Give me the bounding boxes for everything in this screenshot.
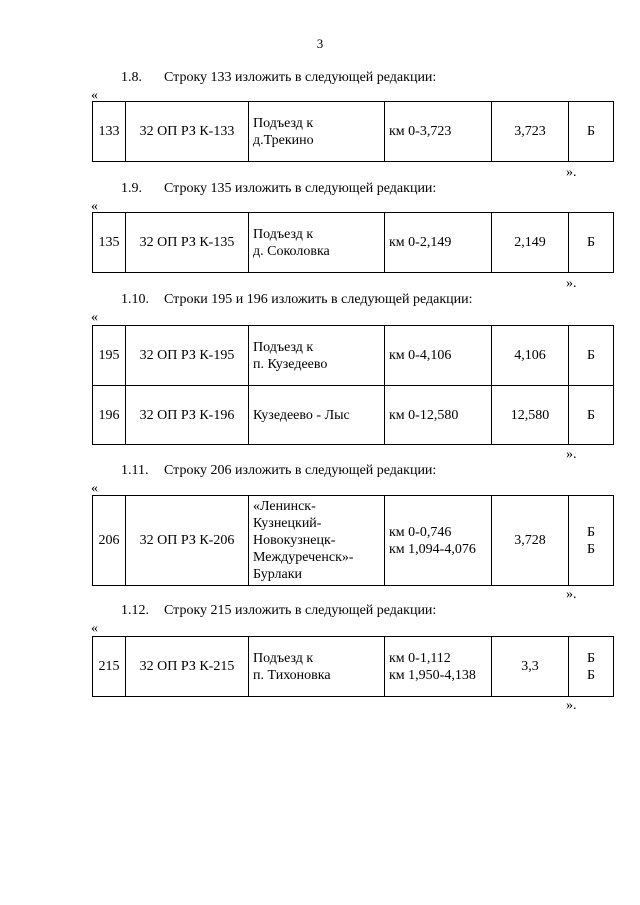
open-quote: « bbox=[91, 621, 98, 636]
open-quote: « bbox=[91, 199, 98, 214]
section-text: Строку 135 изложить в следующей редакции: bbox=[164, 181, 437, 196]
section-heading bbox=[121, 181, 436, 197]
table-row bbox=[93, 637, 614, 697]
road-length: 12,580 bbox=[492, 386, 569, 445]
road-length: 3,723 bbox=[492, 102, 569, 162]
amendment-table bbox=[92, 212, 614, 273]
road-code: 32 ОП РЗ К-215 bbox=[126, 637, 249, 697]
row-number: 215 bbox=[93, 637, 126, 697]
section-heading bbox=[121, 603, 436, 619]
road-name: Подъезд к п. Тихоновка bbox=[249, 637, 385, 697]
road-category: Б bbox=[569, 326, 614, 386]
road-length: 3,3 bbox=[492, 637, 569, 697]
table-row bbox=[93, 496, 614, 586]
road-name: Подъезд к д. Соколовка bbox=[249, 213, 385, 273]
road-name: Кузедеево - Лыс bbox=[249, 386, 385, 445]
table-row bbox=[93, 213, 614, 273]
page-number: 3 bbox=[316, 36, 324, 51]
section-heading bbox=[121, 70, 436, 86]
road-code: 32 ОП РЗ К-206 bbox=[126, 496, 249, 586]
section-number: 1.8. bbox=[121, 70, 142, 85]
amendment-table bbox=[92, 495, 614, 586]
open-quote: « bbox=[91, 88, 98, 103]
road-name: Подъезд к п. Кузедеево bbox=[249, 326, 385, 386]
section-heading bbox=[121, 292, 473, 308]
road-name: «Ленинск- Кузнецкий- Новокузнецк- Междуреченск»- Бурлаки bbox=[249, 496, 385, 586]
section-number: 1.11. bbox=[121, 463, 149, 478]
amendment-table bbox=[92, 636, 614, 697]
section-text: Строку 133 изложить в следующей редакции: bbox=[164, 70, 437, 85]
section-text: Строку 215 изложить в следующей редакции: bbox=[164, 603, 437, 618]
road-category: Б bbox=[569, 386, 614, 445]
close-quote: ». bbox=[566, 698, 577, 713]
amendment-table bbox=[92, 325, 614, 445]
open-quote: « bbox=[91, 310, 98, 325]
road-category: Б bbox=[569, 213, 614, 273]
table-row bbox=[93, 386, 614, 445]
section-text: Строку 206 изложить в следующей редакции: bbox=[164, 463, 437, 478]
km-range: км 0-3,723 bbox=[385, 102, 492, 162]
km-range: км 0-2,149 bbox=[385, 213, 492, 273]
road-length: 2,149 bbox=[492, 213, 569, 273]
row-number: 206 bbox=[93, 496, 126, 586]
amendment-table bbox=[92, 101, 614, 162]
road-category: Б Б bbox=[569, 496, 614, 586]
road-code: 32 ОП РЗ К-195 bbox=[126, 326, 249, 386]
close-quote: ». bbox=[566, 276, 577, 291]
section-number: 1.10. bbox=[121, 292, 149, 307]
km-range: км 0-1,112 км 1,950-4,138 bbox=[385, 637, 492, 697]
road-code: 32 ОП РЗ К-196 bbox=[126, 386, 249, 445]
row-number: 195 bbox=[93, 326, 126, 386]
close-quote: ». bbox=[566, 587, 577, 602]
road-name: Подъезд к д.Трекино bbox=[249, 102, 385, 162]
row-number: 135 bbox=[93, 213, 126, 273]
close-quote: ». bbox=[566, 165, 577, 180]
km-range: км 0-4,106 bbox=[385, 326, 492, 386]
section-number: 1.9. bbox=[121, 181, 142, 196]
section-heading bbox=[121, 463, 436, 479]
km-range: км 0-12,580 bbox=[385, 386, 492, 445]
road-code: 32 ОП РЗ К-133 bbox=[126, 102, 249, 162]
open-quote: « bbox=[91, 481, 98, 496]
road-category: Б Б bbox=[569, 637, 614, 697]
section-text: Строки 195 и 196 изложить в следующей редакции: bbox=[164, 292, 473, 307]
section-number: 1.12. bbox=[121, 603, 149, 618]
road-length: 4,106 bbox=[492, 326, 569, 386]
row-number: 196 bbox=[93, 386, 126, 445]
table-row bbox=[93, 326, 614, 386]
row-number: 133 bbox=[93, 102, 126, 162]
road-code: 32 ОП РЗ К-135 bbox=[126, 213, 249, 273]
table-row bbox=[93, 102, 614, 162]
km-range: км 0-0,746 км 1,094-4,076 bbox=[385, 496, 492, 586]
road-length: 3,728 bbox=[492, 496, 569, 586]
road-category: Б bbox=[569, 102, 614, 162]
close-quote: ». bbox=[566, 447, 577, 462]
